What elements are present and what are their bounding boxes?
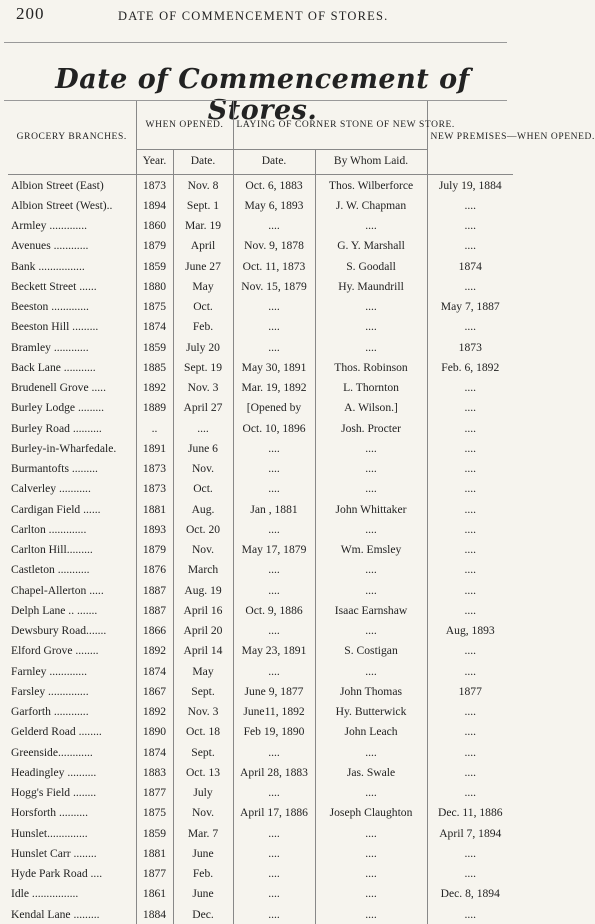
cell-year: 1879 — [136, 540, 173, 560]
cell-date: Feb. — [173, 317, 233, 337]
col-year: Year. — [136, 150, 173, 175]
cell-branch: Back Lane ........... — [8, 357, 136, 377]
cell-year: 1875 — [136, 803, 173, 823]
cell-date: Sept. — [173, 742, 233, 762]
page-number: 200 — [16, 4, 45, 24]
cell-new-premises: .... — [427, 276, 513, 296]
cell-branch: Albion Street (East) — [8, 175, 136, 196]
cell-laid-date: Oct. 10, 1896 — [233, 418, 315, 438]
cell-year: 1873 — [136, 459, 173, 479]
cell-branch: Beckett Street ...... — [8, 276, 136, 296]
cell-laid-date: Jan , 1881 — [233, 499, 315, 519]
table-row — [8, 519, 513, 539]
table-row — [8, 661, 513, 681]
table-row — [8, 337, 513, 357]
cell-branch: Castleton ........... — [8, 560, 136, 580]
cell-date: Nov. 8 — [173, 175, 233, 196]
cell-laid-date: .... — [233, 297, 315, 317]
table-row — [8, 560, 513, 580]
cell-year: 1892 — [136, 702, 173, 722]
cell-by-whom: .... — [315, 459, 427, 479]
col-grocery-branches: GROCERY BRANCHES. — [8, 101, 136, 175]
table-row — [8, 803, 513, 823]
cell-year: 1877 — [136, 783, 173, 803]
cell-branch: Beeston Hill ......... — [8, 317, 136, 337]
cell-year: 1892 — [136, 641, 173, 661]
cell-year: 1875 — [136, 297, 173, 317]
cell-by-whom: S. Costigan — [315, 641, 427, 661]
cell-date: Oct. — [173, 479, 233, 499]
cell-by-whom: A. Wilson.] — [315, 398, 427, 418]
cell-by-whom: G. Y. Marshall — [315, 236, 427, 256]
cell-year: 1889 — [136, 398, 173, 418]
cell-year: 1861 — [136, 884, 173, 904]
cell-branch: Farsley .............. — [8, 681, 136, 701]
cell-branch: Brudenell Grove ..... — [8, 378, 136, 398]
cell-laid-date: .... — [233, 843, 315, 863]
cell-year: 1887 — [136, 580, 173, 600]
cell-by-whom: .... — [315, 904, 427, 924]
cell-new-premises: .... — [427, 540, 513, 560]
col-new-premises: NEW PREMISES—WHEN OPENED. — [427, 101, 513, 175]
cell-laid-date: .... — [233, 823, 315, 843]
cell-branch: Horsforth .......... — [8, 803, 136, 823]
cell-laid-date: Mar. 19, 1892 — [233, 378, 315, 398]
cell-by-whom: Hy. Maundrill — [315, 276, 427, 296]
cell-branch: Chapel-Allerton ..... — [8, 580, 136, 600]
cell-new-premises: .... — [427, 904, 513, 924]
cell-laid-date: .... — [233, 519, 315, 539]
cell-date: April 20 — [173, 621, 233, 641]
cell-by-whom: .... — [315, 479, 427, 499]
table-row — [8, 195, 513, 215]
cell-new-premises: .... — [427, 479, 513, 499]
cell-laid-date: Oct. 9, 1886 — [233, 600, 315, 620]
cell-by-whom: L. Thornton — [315, 378, 427, 398]
cell-by-whom: John Whittaker — [315, 499, 427, 519]
cell-new-premises: .... — [427, 742, 513, 762]
cell-laid-date: Oct. 6, 1883 — [233, 175, 315, 196]
cell-date: Oct. 20 — [173, 519, 233, 539]
cell-new-premises: .... — [427, 762, 513, 782]
cell-year: 1887 — [136, 600, 173, 620]
cell-branch: Cardigan Field ...... — [8, 499, 136, 519]
table-row — [8, 398, 513, 418]
table-row — [8, 864, 513, 884]
cell-date: Sept. — [173, 681, 233, 701]
cell-branch: Carlton ............. — [8, 519, 136, 539]
cell-laid-date: .... — [233, 438, 315, 458]
cell-year: 1866 — [136, 621, 173, 641]
table-row — [8, 479, 513, 499]
cell-new-premises: Aug, 1893 — [427, 621, 513, 641]
cell-laid-date: May 17, 1879 — [233, 540, 315, 560]
cell-by-whom: .... — [315, 621, 427, 641]
col-by-whom-laid: By Whom Laid. — [315, 150, 427, 175]
cell-laid-date: April 28, 1883 — [233, 762, 315, 782]
cell-date: June — [173, 843, 233, 863]
cell-laid-date: June11, 1892 — [233, 702, 315, 722]
cell-by-whom: .... — [315, 823, 427, 843]
cell-new-premises: April 7, 1894 — [427, 823, 513, 843]
cell-date: Oct. 18 — [173, 722, 233, 742]
cell-year: 1885 — [136, 357, 173, 377]
cell-new-premises: .... — [427, 216, 513, 236]
table-row — [8, 762, 513, 782]
cell-date: Oct. 13 — [173, 762, 233, 782]
cell-date: June 6 — [173, 438, 233, 458]
cell-laid-date: .... — [233, 560, 315, 580]
cell-year: 1873 — [136, 175, 173, 196]
table-row — [8, 742, 513, 762]
cell-new-premises: .... — [427, 195, 513, 215]
table-row — [8, 580, 513, 600]
cell-laid-date: .... — [233, 216, 315, 236]
cell-year: 1860 — [136, 216, 173, 236]
cell-new-premises: .... — [427, 378, 513, 398]
cell-year: 1891 — [136, 438, 173, 458]
cell-by-whom: .... — [315, 783, 427, 803]
cell-laid-date: Nov. 15, 1879 — [233, 276, 315, 296]
table-row — [8, 702, 513, 722]
cell-branch: Bramley ............ — [8, 337, 136, 357]
cell-laid-date: May 6, 1893 — [233, 195, 315, 215]
cell-by-whom: .... — [315, 297, 427, 317]
cell-branch: Burley Lodge ......... — [8, 398, 136, 418]
cell-by-whom: .... — [315, 438, 427, 458]
cell-new-premises: .... — [427, 864, 513, 884]
cell-new-premises: .... — [427, 499, 513, 519]
page-title: Date of Commencement of Stores. — [0, 64, 525, 126]
cell-new-premises: Dec. 11, 1886 — [427, 803, 513, 823]
cell-date: June — [173, 884, 233, 904]
cell-date: Sept. 19 — [173, 357, 233, 377]
cell-date: May — [173, 276, 233, 296]
cell-laid-date: .... — [233, 904, 315, 924]
table-row — [8, 276, 513, 296]
cell-date: Nov. 3 — [173, 378, 233, 398]
cell-laid-date: .... — [233, 337, 315, 357]
cell-date: Aug. — [173, 499, 233, 519]
table-body — [8, 175, 513, 924]
cell-by-whom: Josh. Procter — [315, 418, 427, 438]
cell-by-whom: .... — [315, 580, 427, 600]
table-row — [8, 317, 513, 337]
table-row — [8, 621, 513, 641]
cell-new-premises: .... — [427, 459, 513, 479]
cell-laid-date: May 30, 1891 — [233, 357, 315, 377]
cell-laid-date: June 9, 1877 — [233, 681, 315, 701]
cell-by-whom: .... — [315, 560, 427, 580]
cell-laid-date: Feb 19, 1890 — [233, 722, 315, 742]
cell-branch: Elford Grove ........ — [8, 641, 136, 661]
cell-new-premises: .... — [427, 722, 513, 742]
cell-new-premises: .... — [427, 560, 513, 580]
cell-branch: Burley Road .......... — [8, 418, 136, 438]
cell-branch: Burley-in-Wharfedale. — [8, 438, 136, 458]
cell-year: 1894 — [136, 195, 173, 215]
col-laying-corner-stone: LAYING OF CORNER STONE OF NEW STORE. — [233, 101, 427, 150]
cell-date: Mar. 19 — [173, 216, 233, 236]
table-row — [8, 236, 513, 256]
cell-branch: Avenues ............ — [8, 236, 136, 256]
running-head — [10, 4, 505, 26]
cell-by-whom: .... — [315, 519, 427, 539]
cell-year: 1874 — [136, 317, 173, 337]
cell-by-whom: Thos. Wilberforce — [315, 175, 427, 196]
cell-laid-date: April 17, 1886 — [233, 803, 315, 823]
cell-new-premises: 1877 — [427, 681, 513, 701]
cell-date: May — [173, 661, 233, 681]
cell-year: .. — [136, 418, 173, 438]
cell-laid-date: .... — [233, 742, 315, 762]
cell-date: Nov. 3 — [173, 702, 233, 722]
cell-year: 1859 — [136, 256, 173, 276]
cell-date: Sept. 1 — [173, 195, 233, 215]
cell-laid-date: .... — [233, 864, 315, 884]
cell-date: Dec. — [173, 904, 233, 924]
cell-date: Mar. 7 — [173, 823, 233, 843]
cell-date: Nov. — [173, 803, 233, 823]
table-row — [8, 438, 513, 458]
cell-new-premises: .... — [427, 236, 513, 256]
cell-year: 1890 — [136, 722, 173, 742]
cell-new-premises: .... — [427, 580, 513, 600]
cell-new-premises: 1874 — [427, 256, 513, 276]
table-row — [8, 418, 513, 438]
cell-branch: Gelderd Road ........ — [8, 722, 136, 742]
cell-new-premises: .... — [427, 783, 513, 803]
cell-by-whom: .... — [315, 661, 427, 681]
cell-branch: Greenside............ — [8, 742, 136, 762]
cell-date: Feb. — [173, 864, 233, 884]
cell-branch: Dewsbury Road....... — [8, 621, 136, 641]
cell-by-whom: .... — [315, 337, 427, 357]
cell-branch: Burmantofts ......... — [8, 459, 136, 479]
cell-branch: Hunslet Carr ........ — [8, 843, 136, 863]
cell-date: Aug. 19 — [173, 580, 233, 600]
cell-date: April 16 — [173, 600, 233, 620]
cell-branch: Hogg's Field ........ — [8, 783, 136, 803]
cell-year: 1881 — [136, 499, 173, 519]
cell-laid-date: May 23, 1891 — [233, 641, 315, 661]
cell-new-premises: Feb. 6, 1892 — [427, 357, 513, 377]
cell-laid-date: .... — [233, 317, 315, 337]
cell-date: July — [173, 783, 233, 803]
cell-branch: Garforth ............ — [8, 702, 136, 722]
cell-branch: Delph Lane .. ....... — [8, 600, 136, 620]
cell-year: 1873 — [136, 479, 173, 499]
cell-branch: Armley ............. — [8, 216, 136, 236]
cell-new-premises: .... — [427, 661, 513, 681]
stores-table — [8, 101, 513, 924]
table-row — [8, 357, 513, 377]
cell-by-whom: Hy. Butterwick — [315, 702, 427, 722]
cell-by-whom: .... — [315, 884, 427, 904]
cell-branch: Headingley .......... — [8, 762, 136, 782]
cell-by-whom: J. W. Chapman — [315, 195, 427, 215]
table-row — [8, 843, 513, 863]
cell-year: 1876 — [136, 560, 173, 580]
cell-branch: Farnley ............. — [8, 661, 136, 681]
cell-by-whom: .... — [315, 742, 427, 762]
cell-branch: Bank ................ — [8, 256, 136, 276]
table-row — [8, 823, 513, 843]
cell-year: 1867 — [136, 681, 173, 701]
cell-laid-date: [Opened by — [233, 398, 315, 418]
cell-new-premises: Dec. 8, 1894 — [427, 884, 513, 904]
cell-date: April 14 — [173, 641, 233, 661]
cell-date: June 27 — [173, 256, 233, 276]
cell-by-whom: .... — [315, 216, 427, 236]
cell-branch: Kendal Lane ......... — [8, 904, 136, 924]
cell-date: March — [173, 560, 233, 580]
cell-laid-date: .... — [233, 783, 315, 803]
cell-year: 1874 — [136, 742, 173, 762]
running-title: DATE OF COMMENCEMENT OF STORES. — [118, 9, 388, 24]
cell-new-premises: .... — [427, 398, 513, 418]
cell-year: 1883 — [136, 762, 173, 782]
cell-year: 1874 — [136, 661, 173, 681]
cell-year: 1892 — [136, 378, 173, 398]
cell-laid-date: Nov. 9, 1878 — [233, 236, 315, 256]
cell-new-premises: 1873 — [427, 337, 513, 357]
cell-branch: Beeston ............. — [8, 297, 136, 317]
table-row — [8, 297, 513, 317]
col-when-opened: WHEN OPENED. — [136, 101, 233, 150]
table-row — [8, 681, 513, 701]
cell-new-premises: .... — [427, 702, 513, 722]
cell-branch: Idle ................ — [8, 884, 136, 904]
cell-year: 1893 — [136, 519, 173, 539]
table-row — [8, 600, 513, 620]
cell-year: 1879 — [136, 236, 173, 256]
cell-laid-date: Oct. 11, 1873 — [233, 256, 315, 276]
cell-branch: Hyde Park Road .... — [8, 864, 136, 884]
table-row — [8, 722, 513, 742]
cell-date: April 27 — [173, 398, 233, 418]
table-row — [8, 459, 513, 479]
cell-year: 1859 — [136, 823, 173, 843]
cell-laid-date: .... — [233, 661, 315, 681]
cell-by-whom: S. Goodall — [315, 256, 427, 276]
table-row — [8, 783, 513, 803]
cell-laid-date: .... — [233, 459, 315, 479]
cell-laid-date: .... — [233, 884, 315, 904]
table-row — [8, 256, 513, 276]
cell-by-whom: .... — [315, 864, 427, 884]
table-row — [8, 216, 513, 236]
cell-year: 1859 — [136, 337, 173, 357]
cell-branch: Albion Street (West).. — [8, 195, 136, 215]
cell-date: July 20 — [173, 337, 233, 357]
cell-by-whom: John Thomas — [315, 681, 427, 701]
cell-branch: Hunslet.............. — [8, 823, 136, 843]
col-date: Date. — [173, 150, 233, 175]
cell-year: 1881 — [136, 843, 173, 863]
table-row — [8, 175, 513, 196]
cell-date: Nov. — [173, 540, 233, 560]
cell-new-premises: .... — [427, 418, 513, 438]
cell-date: Oct. — [173, 297, 233, 317]
cell-new-premises: July 19, 1884 — [427, 175, 513, 196]
cell-by-whom: Wm. Emsley — [315, 540, 427, 560]
cell-branch: Calverley ........... — [8, 479, 136, 499]
cell-new-premises: .... — [427, 317, 513, 337]
table-row — [8, 904, 513, 924]
table-row — [8, 641, 513, 661]
cell-new-premises: May 7, 1887 — [427, 297, 513, 317]
cell-new-premises: .... — [427, 438, 513, 458]
table-row — [8, 884, 513, 904]
cell-by-whom: .... — [315, 317, 427, 337]
cell-year: 1880 — [136, 276, 173, 296]
cell-date: April — [173, 236, 233, 256]
cell-by-whom: Isaac Earnshaw — [315, 600, 427, 620]
cell-new-premises: .... — [427, 519, 513, 539]
cell-year: 1884 — [136, 904, 173, 924]
cell-by-whom: .... — [315, 843, 427, 863]
cell-year: 1877 — [136, 864, 173, 884]
table-row — [8, 499, 513, 519]
cell-date: .... — [173, 418, 233, 438]
cell-laid-date: .... — [233, 580, 315, 600]
col-laying-date: Date. — [233, 150, 315, 175]
cell-new-premises: .... — [427, 843, 513, 863]
cell-by-whom: John Leach — [315, 722, 427, 742]
cell-laid-date: .... — [233, 479, 315, 499]
table-row — [8, 540, 513, 560]
cell-new-premises: .... — [427, 600, 513, 620]
cell-branch: Carlton Hill......... — [8, 540, 136, 560]
header-rule — [4, 42, 507, 43]
cell-by-whom: Joseph Claughton — [315, 803, 427, 823]
cell-new-premises: .... — [427, 641, 513, 661]
table-row — [8, 378, 513, 398]
cell-laid-date: .... — [233, 621, 315, 641]
cell-by-whom: Thos. Robinson — [315, 357, 427, 377]
cell-by-whom: Jas. Swale — [315, 762, 427, 782]
cell-date: Nov. — [173, 459, 233, 479]
